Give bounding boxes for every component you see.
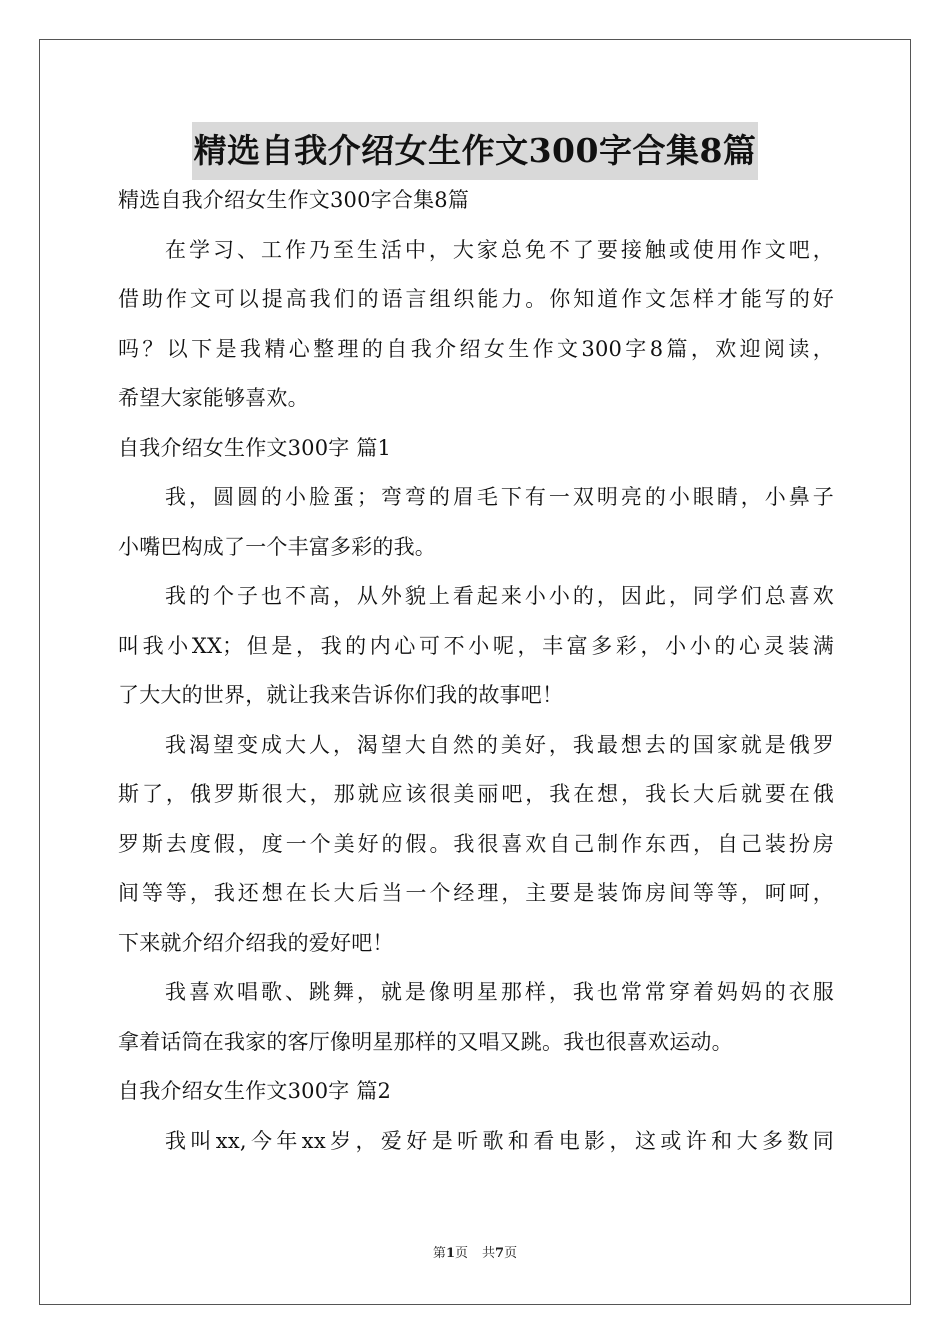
text-line: 了大大的世界，就让我来告诉你们我的故事吧！ — [118, 683, 564, 707]
text-line: 罗斯去度假，度一个美好的假。我很喜欢自己制作东西，自己装扮房 — [118, 831, 834, 856]
text-line: 小嘴巴构成了一个丰富多彩的我。 — [118, 534, 436, 559]
document-body — [118, 176, 834, 1166]
text-line: 我的个子也不高，从外貌上看起来小小的，因此，同学们总喜欢 — [165, 584, 834, 608]
footer-total-prefix: 共 — [482, 1246, 496, 1261]
footer-page-current: 1 — [445, 1246, 455, 1261]
text-line: 我，圆圆的小脸蛋；弯弯的眉毛下有一双明亮的小眼睛，小鼻子 — [165, 485, 834, 509]
text-line: 我喜欢唱歌、跳舞，就是像明星那样，我也常常穿着妈妈的衣服 — [165, 980, 834, 1004]
document-title — [0, 122, 950, 180]
text-line: 借助作文可以提高我们的语言组织能力。你知道作文怎样才能写的好 — [118, 287, 834, 311]
text-line: 叫我小XX；但是，我的内心可不小呢，丰富多彩，小小的心灵装满 — [118, 633, 834, 658]
section-heading: 自我介绍女生作文300字 篇2 — [118, 1079, 392, 1103]
text-line: 下来就介绍介绍我的爱好吧！ — [118, 930, 394, 955]
text-line: 精选自我介绍女生作文300字合集8篇 — [118, 188, 470, 212]
page-footer — [0, 1244, 950, 1264]
text-line: 希望大家能够喜欢。 — [118, 386, 309, 410]
text-line: 我叫xx,今年xx岁，爱好是听歌和看电影，这或许和大多数同 — [165, 1128, 834, 1153]
text-line: 斯了，俄罗斯很大，那就应该很美丽吧，我在想，我长大后就要在俄 — [118, 782, 834, 806]
footer-page-prefix: 第 — [432, 1246, 446, 1261]
footer-page-mid: 页 — [454, 1246, 468, 1261]
footer-page-total: 7 — [495, 1246, 505, 1261]
document-title-text: 精选自我介绍女生作文300字合集8篇 — [192, 122, 759, 180]
text-line: 间等等，我还想在长大后当一个经理，主要是装饰房间等等，呵呵， — [118, 881, 834, 905]
text-line: 拿着话筒在我家的客厅像明星那样的又唱又跳。我也很喜欢运动。 — [118, 1029, 733, 1054]
text-line: 吗？以下是我精心整理的自我介绍女生作文300字8篇，欢迎阅读， — [118, 336, 834, 361]
text-line: 在学习、工作乃至生活中，大家总免不了要接触或使用作文吧， — [165, 237, 834, 262]
section-heading: 自我介绍女生作文300字 篇1 — [118, 435, 392, 460]
footer-total-suffix: 页 — [504, 1246, 518, 1261]
text-line: 我渴望变成大人，渴望大自然的美好，我最想去的国家就是俄罗 — [165, 732, 834, 757]
